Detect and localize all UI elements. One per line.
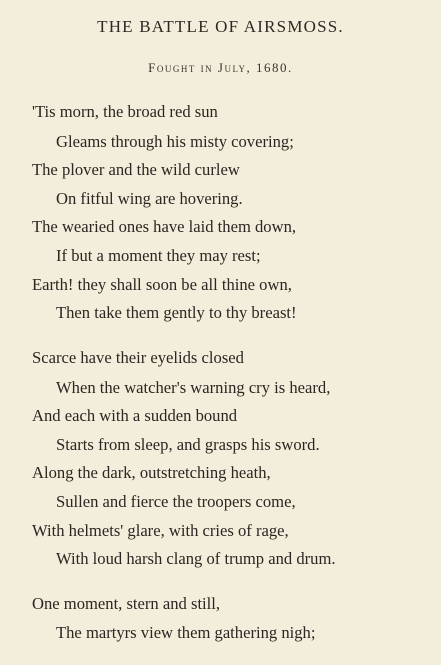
poem-line: Gleams through his misty covering; <box>56 132 294 151</box>
poem-line: Along the dark, outstretching heath, <box>32 463 271 482</box>
poem-title: THE BATTLE OF AIRSMOSS. <box>97 17 344 36</box>
poem-line: The plover and the wild curlew <box>32 160 240 179</box>
poem-subtitle: Fought in July, 1680. <box>148 60 293 75</box>
poem-line: Sullen and fierce the troopers come, <box>56 492 296 511</box>
poem-line: Scarce have their eyelids closed <box>32 348 244 367</box>
poem-line: Earth! they shall soon be all thine own, <box>32 275 292 294</box>
poem-line: If but a moment they may rest; <box>56 246 261 265</box>
poem-line: And each with a sudden bound <box>32 406 238 425</box>
poem-line: 'Tis morn, the broad red sun <box>32 102 218 121</box>
poem-line: On fitful wing are hovering. <box>56 189 243 208</box>
poem-line: With helmets' glare, with cries of rage, <box>32 521 289 540</box>
poem-line: Then take them gently to thy breast! <box>56 303 297 322</box>
poem-line: Starts from sleep, and grasps his sword. <box>56 435 320 454</box>
poem-line: The martyrs view them gathering nigh; <box>56 623 316 642</box>
poem-line: With loud harsh clang of trump and drum. <box>56 549 336 568</box>
poem-line: One moment, stern and still, <box>32 594 221 613</box>
poem-line: The wearied ones have laid them down, <box>32 217 297 236</box>
poem-line: When the watcher's warning cry is heard, <box>56 378 331 397</box>
